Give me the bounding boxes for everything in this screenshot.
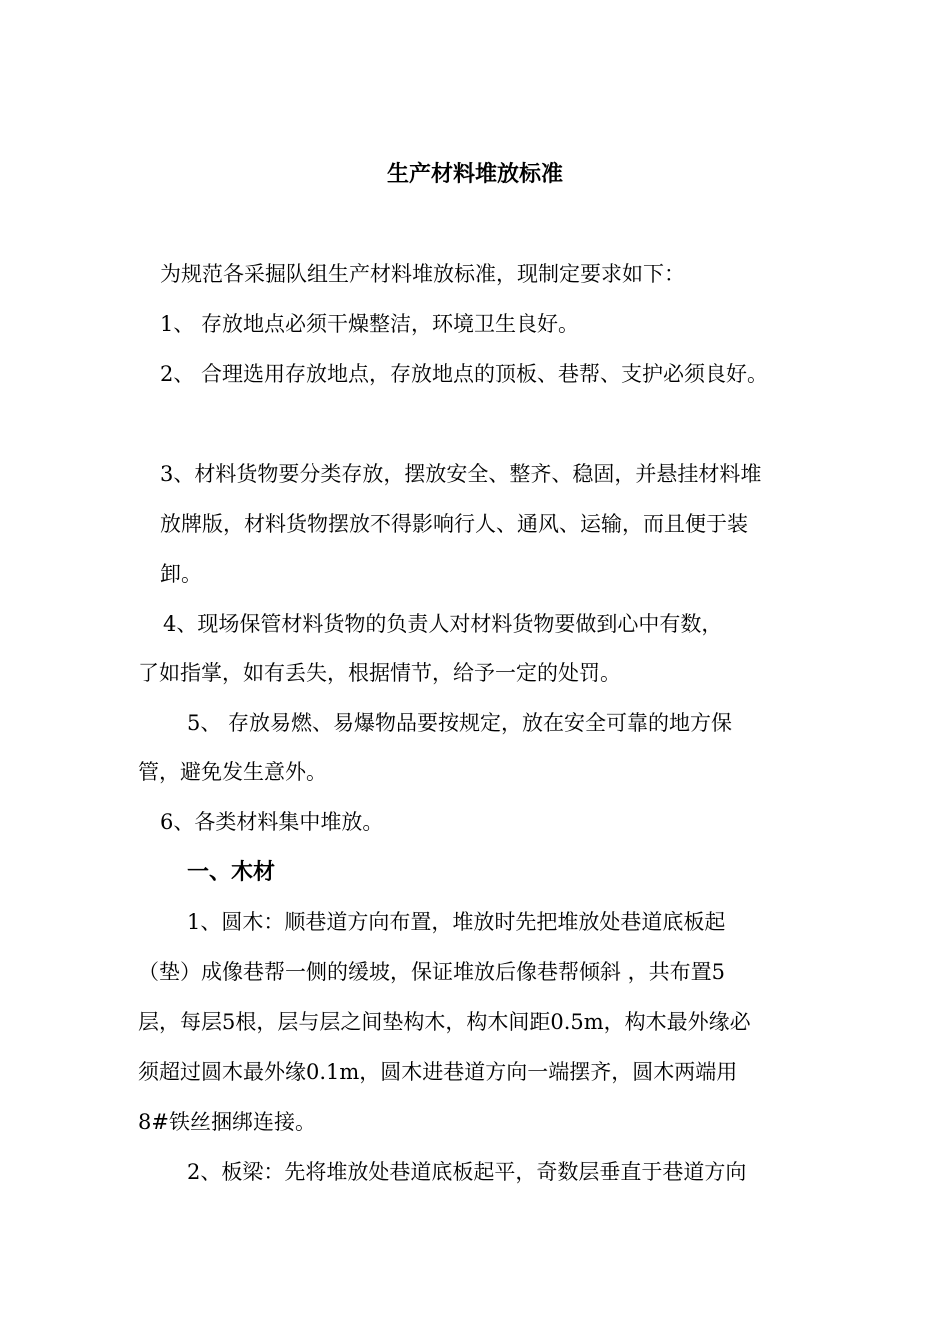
section-heading-timber: 一、木材 (187, 859, 276, 885)
rule-4-line-2: 了如指掌，如有丢失，根据情节，给予一定的处罚。 (138, 661, 621, 685)
rule-3-line-2: 放牌版，材料货物摆放不得影响行人、通风、运输，而且便于装 (160, 512, 748, 536)
timber-item-1-line-1: 1、圆木：顺巷道方向布置，堆放时先把堆放处巷道底板起 (187, 910, 726, 934)
rule-4-line-1: 4、现场保管材料货物的负责人对材料货物要做到心中有数， (163, 612, 723, 636)
document-title: 生产材料堆放标准 (386, 161, 563, 187)
timber-item-1-line-4: 须超过圆木最外缘0.1m，圆木进巷道方向一端摆齐，圆木两端用 (138, 1060, 738, 1084)
intro-paragraph: 为规范各采掘队组生产材料堆放标准，现制定要求如下： (160, 262, 685, 286)
timber-item-1-line-3: 层，每层5根，层与层之间垫构木，构木间距0.5m，构木最外缘必 (138, 1010, 751, 1034)
timber-item-2-line-1: 2、板梁：先将堆放处巷道底板起平，奇数层垂直于巷道方向 (187, 1160, 747, 1184)
rule-5-line-2: 管，避免发生意外。 (138, 760, 327, 784)
rule-5-line-1: 5、 存放易燃、易爆物品要按规定，放在安全可靠的地方保 (187, 711, 733, 735)
timber-item-1-line-2: （垫）成像巷帮一侧的缓坡，保证堆放后像巷帮倾斜 ，共布置5 (138, 960, 726, 984)
rule-3-line-1: 3、材料货物要分类存放，摆放安全、整齐、稳固，并悬挂材料堆 (160, 462, 762, 486)
rule-3-line-3: 卸。 (160, 562, 202, 586)
rule-2: 2、 合理选用存放地点，存放地点的顶板、巷帮、支护必须良好。 (160, 362, 769, 386)
rule-6: 6、各类材料集中堆放。 (160, 810, 384, 834)
rule-1: 1、 存放地点必须干燥整洁，环境卫生良好。 (160, 312, 580, 336)
timber-item-1-line-5: 8#铁丝捆绑连接。 (138, 1110, 316, 1134)
